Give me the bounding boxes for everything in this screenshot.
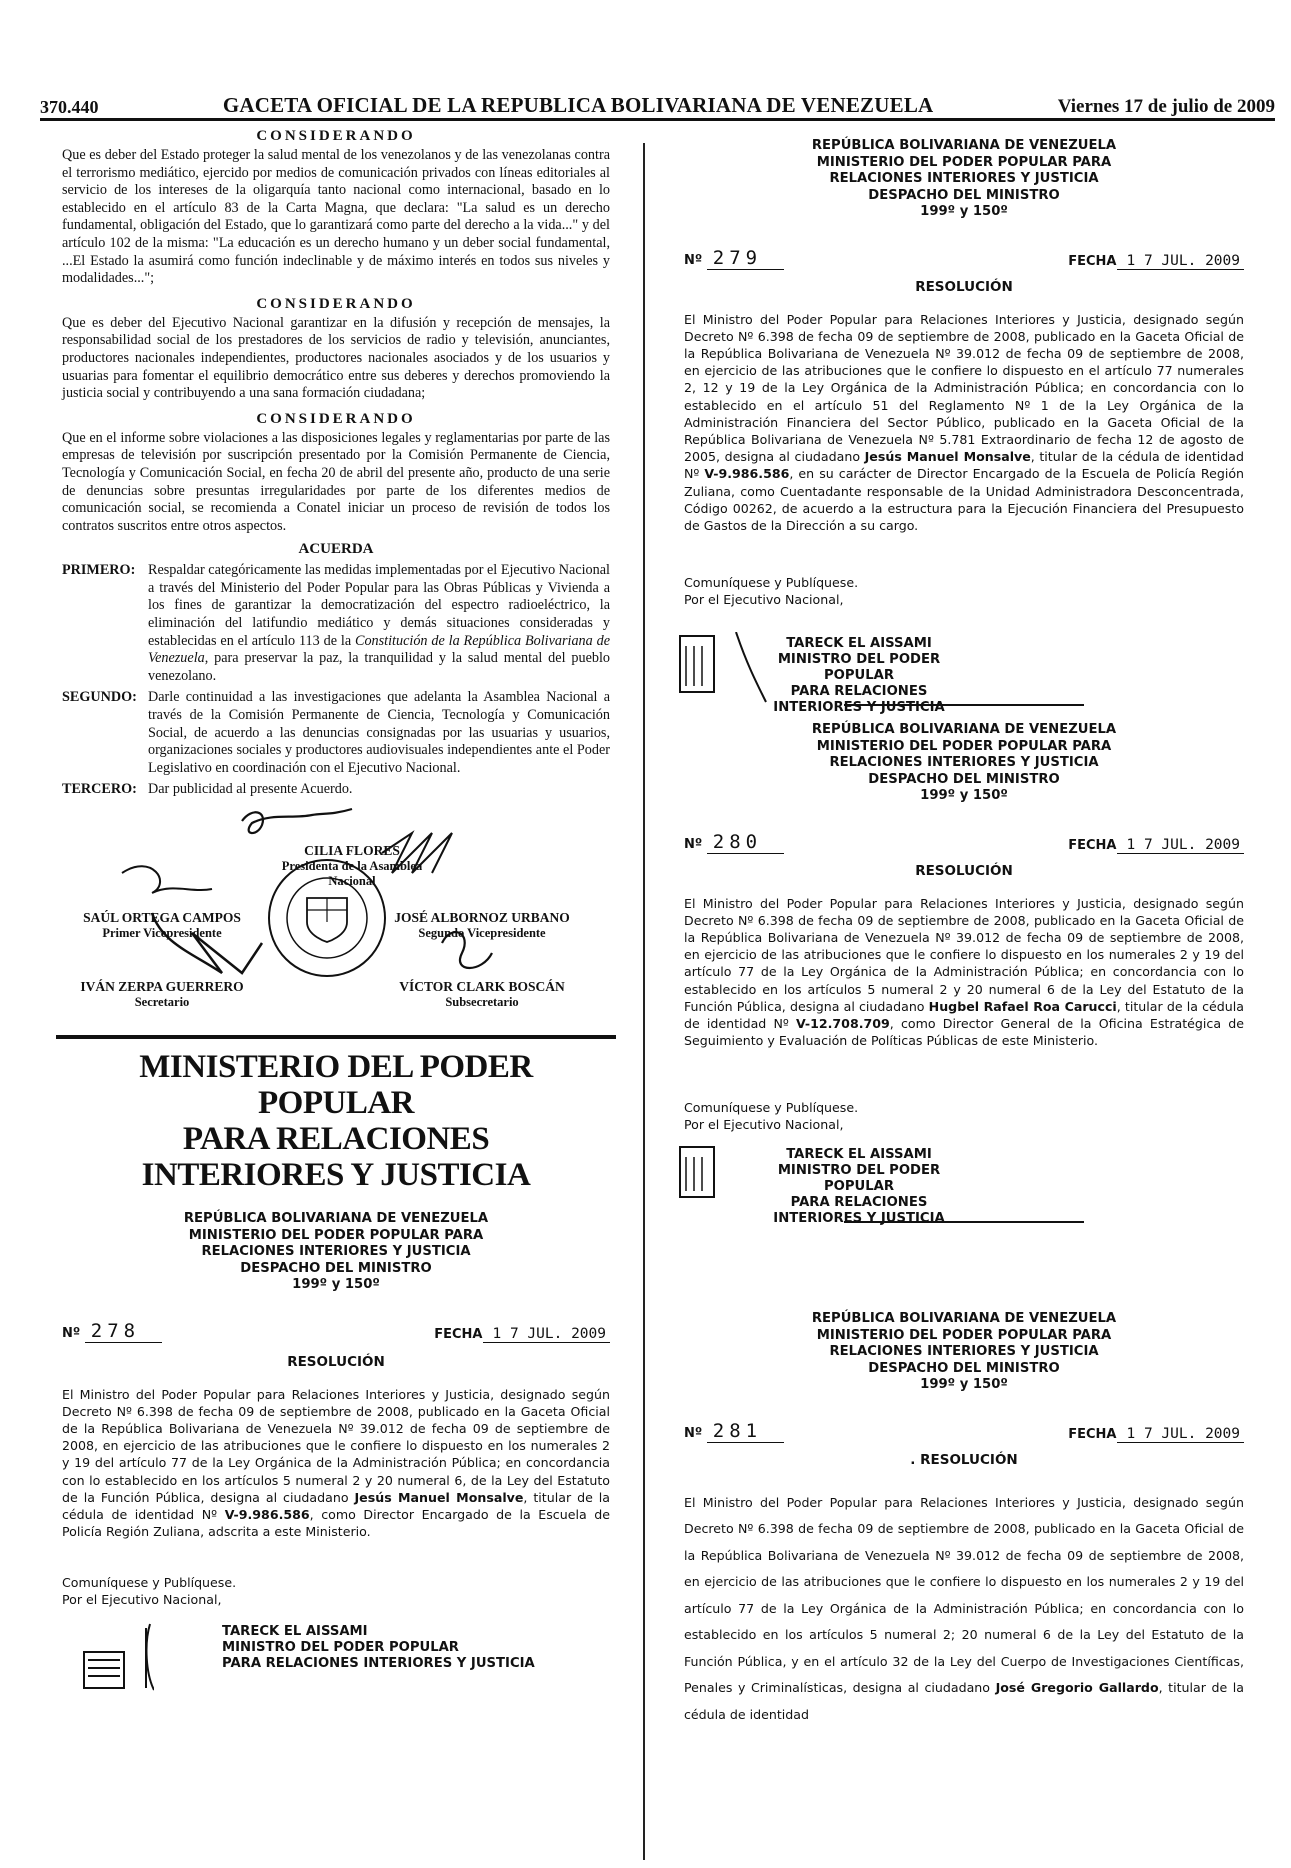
letterhead-line: DESPACHO DEL MINISTRO [868,187,1060,203]
signer-title: MINISTRO DEL PODER POPULAR [777,652,941,684]
section-rule [56,1035,616,1039]
article-label: PRIMERO: [62,562,136,579]
body-text: , titular de la cédula de identidad Nº [684,449,1244,482]
signature-block [62,803,610,1033]
signer-title: PARA RELACIONES INTERIORES Y JUSTICIA [222,1656,535,1672]
appointee-name: José Gregorio Gallardo [995,1680,1159,1696]
letterhead-line: RELACIONES INTERIORES Y JUSTICIA [201,1244,471,1259]
gazette-title: GACETA OFICIAL DE LA REPUBLICA BOLIVARIANA DE VENEZUELA [222,93,934,117]
body-text: El Ministro del Poder Popular para Relaciones Interiores y Justicia, designado según Decreto Nº 6.398 de fecha 09 de septiembre de 2008, publicado en la Gaceta Oficial de la República Bolivariana de Venezuela Nº 39.012 de fecha 09 de septiembre de 2008, en ejercicio de las atribuciones que le confiere lo dispuesto en los numerales 2 y 19 del artículo 77 de la Ley Orgánica de la Administración Pública; en concordancia con lo establecido en los artículos 5 numeral 2 y 20 numeral 6 de la Ley del Estatuto de la Función Pública, designa al ciudadano [684,895,1244,1014]
fecha-value: 1 7 JUL. 2009 [1117,1426,1245,1443]
letterhead-line: MINISTERIO DEL PODER POPULAR PARA [816,1327,1112,1343]
signer-name: SAÚL ORTEGA CAMPOS [83,910,241,925]
article-text: Darle continuidad a las investigaciones que adelanta la Asamblea Nacional a través de la Comisión Permanente de Ciencia, Tecnología y Comunicación Social, de acuerdo a las denuncias consignadas por las usuarias y usuarios, organizaciones sociales y productores audiovisuales independientes ante el Poder Legislativo en coordinación con el Ejecutivo Nacional. [148,689,610,776]
signature-jose-albornoz [382,910,582,941]
resolution-heading: . RESOLUCIÓN [910,1451,1018,1468]
resolution-body [684,895,1244,1050]
body-text: El Ministro del Poder Popular para Relaciones Interiores y Justicia, designado según Decreto Nº 6.398 de fecha 09 de septiembre de 2008, publicado en la Gaceta Oficial de la República Bolivariana de Venezuela Nº 39.012 de fecha 09 de septiembre de 2008, en ejercicio de las atribuciones que le confiere lo dispuesto en los numerales 2 y 19 del artículo 77 de la Ley Orgánica de la Administración Pública; en concordancia con lo establecido en los artículos 5 numeral 2; 20 numeral 6 de la Ley del Estatuto de la Función Pública, y en el artículo 32 de la Ley del Cuerpo de Investigaciones Científicas, Penales y Criminalísticas, designa al ciudadano [684,1494,1244,1696]
closing [684,574,1244,608]
signer-role: Presidenta de la Asamblea Nacional [281,859,423,888]
letterhead-line: MINISTERIO DEL PODER POPULAR PARA [816,738,1112,754]
closing-line: Por el Ejecutivo Nacional, [684,1117,844,1133]
letterhead-line: MINISTERIO DEL PODER POPULAR PARA [816,154,1112,170]
letterhead-line: RELACIONES INTERIORES Y JUSTICIA [829,1344,1099,1360]
issue-date: Viernes 17 de julio de 2009 [1057,96,1275,117]
closing-line: Comuníquese y Publíquese. [684,575,859,591]
fecha-field [434,1326,610,1342]
letterhead-line: DESPACHO DEL MINISTRO [868,771,1060,787]
letterhead-line: 199º y 150º [920,788,1008,804]
considerando-paragraph: Que en el informe sobre violaciones a las disposiciones legales y reglamentarias por parte de las empresas de televisión por suscripción presentado por la Comisión Permanente de Ciencia, Tecnología y Comunicación Social, en fecha 20 de abril del presente año, producto de una serie de denuncias sobre presuntas irregularidades por parte de los diferentes medios de comunicación social, se recomienda a Conatel iniciar un proceso de revisión de todos los contratos suscritos entre otros aspectos. [62,429,610,534]
minister-signature [684,1141,1244,1227]
fecha-value: 1 7 JUL. 2009 [1117,253,1245,270]
body-text: , titular de la cédula de identidad Nº [62,1489,610,1522]
considerando-heading: CONSIDERANDO [256,128,416,144]
signature-victor-clark [382,979,582,1010]
resolution-number-field [684,1420,784,1442]
letterhead-line: 199º y 150º [292,1277,380,1292]
appointee-name: Jesús Manuel Monsalve [864,449,1031,465]
signer-title: PARA RELACIONES INTERIORES Y JUSTICIA [773,1195,945,1227]
ministry-line: MINISTERIO DEL PODER POPULAR [139,1049,533,1121]
letterhead-line: REPÚBLICA BOLIVARIANA DE VENEZUELA [183,1211,489,1226]
signer-name: VÍCTOR CLARK BOSCÁN [399,979,565,994]
signer-name: TARECK EL AISSAMI [222,1624,368,1640]
body-text: , titular de la cédula de identidad Nº [684,998,1244,1032]
considerando-heading: CONSIDERANDO [256,410,416,427]
letterhead-line: REPÚBLICA BOLIVARIANA DE VENEZUELA [811,138,1117,153]
closing-line: Comuníquese y Publíquese. [684,1100,859,1116]
no-label: Nº [684,836,703,852]
no-label: Nº [684,252,703,268]
signature-saul-ortega [62,910,262,941]
resolution-body [62,1386,610,1541]
closing-line: Por el Ejecutivo Nacional, [62,1592,222,1608]
fecha-value: 1 7 JUL. 2009 [1117,837,1245,854]
signer-names [744,636,974,716]
minister-signature [684,630,1244,716]
resolution-number-field [684,831,784,853]
letterhead-line: REPÚBLICA BOLIVARIANA DE VENEZUELA [811,722,1117,738]
left-column [62,128,610,1692]
signer-title: MINISTRO DEL PODER POPULAR [777,1163,941,1195]
id-number: V-12.708.709 [796,1016,890,1032]
no-label: Nº [62,1325,81,1341]
constitution-title: Constitución de la República Bolivariana de Venezuela [148,632,610,667]
body-text: , titular de la cédula de identidad [684,1680,1244,1722]
ministry-banner [62,1049,610,1193]
letterhead-line: 199º y 150º [920,204,1008,219]
resolution-letterhead [684,138,1244,221]
considerando-heading: CONSIDERANDO [256,295,416,312]
resolution-278 [62,1211,610,1692]
ministry-line: PARA RELACIONES [182,1121,490,1157]
right-column [684,138,1244,1728]
letterhead-line: MINISTERIO DEL PODER POPULAR PARA [188,1227,484,1243]
page-header [40,88,1275,121]
ministry-seal-icon [54,1620,154,1694]
resolution-heading: RESOLUCIÓN [287,1353,385,1370]
signer-role: Subsecretario [445,995,519,1009]
fecha-field [1068,253,1244,269]
signer-name: CILIA FLORES [304,843,400,858]
resolution-heading: RESOLUCIÓN [915,862,1013,879]
resolution-heading: RESOLUCIÓN [915,278,1013,295]
signer-title: MINISTRO DEL PODER POPULAR [222,1640,459,1656]
body-text: , como Director General de la Oficina Estratégica de Seguimiento y Evaluación de Políticas Públicas de este Ministerio. [684,1016,1244,1049]
article-segundo [62,689,610,777]
signer-role: Primer Vicepresidente [102,926,222,940]
resolution-letterhead [62,1211,610,1294]
considerando-paragraph: Que es deber del Ejecutivo Nacional garantizar en la difusión y recepción de mensajes, la responsabilidad social de los prestadores de los servicios de radio y televisión, anunciantes, productores nacionales independientes, productores nacionales asociados y de los usuarios y usuarias para fomentar el equilibrio democrático entre sus deberes y derechos promoviendo la justicia social y contribuyendo a una sana formación ciudadana; [62,314,610,402]
resolution-number-field [62,1320,162,1342]
minister-signature [62,1618,610,1692]
fecha-label: FECHA [1068,1426,1117,1442]
article-label: SEGUNDO: [62,689,137,706]
signature-ivan-zerpa [62,979,262,1010]
fecha-label: FECHA [434,1326,483,1342]
page-number: 370.440 [40,97,99,117]
resolution-body [684,1490,1244,1729]
resolution-letterhead [684,722,1244,805]
fecha-field [1068,1426,1244,1442]
signer-name: JOSÉ ALBORNOZ URBANO [394,910,570,925]
letterhead-line: RELACIONES INTERIORES Y JUSTICIA [829,171,1099,186]
letterhead-line: 199º y 150º [920,1377,1008,1393]
letterhead-line: RELACIONES INTERIORES Y JUSTICIA [829,755,1099,771]
signature-cilia-flores [272,843,432,889]
letterhead-line: DESPACHO DEL MINISTRO [868,1360,1060,1376]
signer-name: TARECK EL AISSAMI [786,636,932,652]
article-text-part: , para preservar la paz, la tranquilidad y la salud mental del pueblo venezolano. [148,650,610,684]
id-number: V-9.986.586 [704,466,790,482]
body-text: , como Director Encargado de la Escuela de Policía Región Zuliana, adscrita a este Ministerio. [62,1506,610,1540]
article-text-part: Respaldar categóricamente las medidas implementadas por el Ejecutivo Nacional a través del Ministerio del Poder Popular para las Obras Públicas y Vivienda a los fines de garantizar la democratización del espectro radioeléctrico, la eliminación del latifundio mediático y demás situaciones consideradas y establecidas en el artículo 113 de la [148,562,610,649]
resolution-letterhead [684,1311,1244,1394]
letterhead-line: REPÚBLICA BOLIVARIANA DE VENEZUELA [811,1311,1117,1327]
resolution-body [684,311,1244,535]
ministry-line: INTERIORES Y JUSTICIA [141,1157,531,1193]
signer-names [222,1624,535,1672]
no-label: Nº [684,1425,703,1441]
number-date-row [684,831,1244,853]
fecha-field [1068,837,1244,853]
signer-name: TARECK EL AISSAMI [786,1147,932,1163]
article-tercero [62,781,610,799]
closing [62,1574,610,1608]
letterhead-line: DESPACHO DEL MINISTRO [240,1260,432,1276]
number-date-row [684,247,1244,269]
closing [684,1099,1244,1133]
article-text: Dar publicidad al presente Acuerdo. [148,781,353,798]
number-date-row [62,1320,610,1342]
number-date-row [684,1420,1244,1442]
fecha-value: 1 7 JUL. 2009 [483,1326,611,1343]
article-primero [62,562,610,685]
article-label: TERCERO: [62,781,137,798]
considerando-paragraph: Que es deber del Estado proteger la salud mental de los venezolanos y de las venezolanas contra el terrorismo mediático, ejercido por medios de comunicación privados con líneas editoriales al servicio de los intereses de la oligarquía tanto nacional como internacional, basado en lo establecido en el artículo 83 de la Carta Magna, que declara: "La salud es un derecho fundamental, obligación del Estado, que lo garantizará como parte del derecho a la vida..." y del artículo 102 de la misma: "La educación es un derecho humano y un deber social fundamental, ...El Estado la asumirá como función indeclinable y de máximo interés en todos sus niveles y modalidades..."; [62,147,610,287]
appointee-name: Hugbel Rafael Roa Carucci [928,998,1117,1014]
body-text: El Ministro del Poder Popular para Relaciones Interiores y Justicia, designado según Decreto Nº 6.398 de fecha 09 de septiembre de 2008, publicado en la Gaceta Oficial de la República Bolivariana de Venezuela Nº 39.012 de fecha 09 de septiembre de 2008, en ejercicio de las atribuciones que le confiere lo dispuesto en el artículo 77 numerales 2, 12 y 19 de la Ley Orgánica de la Administración Pública; en concordancia con lo establecido en el artículo 51 del Reglamento Nº 1 de la Ley Orgánica de la Administración Financiera del Sector Público, publicado en la Gaceta Oficial de la República Bolivariana de Venezuela Nº 5.781 Extraordinario de fecha 12 de agosto de 2005, designa al ciudadano [684,311,1244,465]
appointee-name: Jesús Manuel Monsalve [354,1489,524,1505]
resolution-number: 280 [707,831,784,854]
resolution-number: 278 [85,1320,162,1343]
fecha-label: FECHA [1068,837,1117,853]
article-text [148,562,610,685]
resolution-number: 279 [707,247,784,270]
signer-role: Segundo Vicepresidente [418,926,546,940]
closing-line: Comuníquese y Publíquese. [62,1575,237,1591]
resolution-279 [684,138,1245,716]
acuerda-heading: ACUERDA [298,541,374,558]
resolution-280 [684,722,1244,1227]
signer-name: IVÁN ZERPA GUERRERO [80,979,244,994]
body-text: , en su carácter de Director Encargado de la Escuela de Policía Región Zuliana, como Cuentadante responsable de la Unidad Administradora Desconcentrada, Código 00262, de acuerdo a la estructura para la Ejecución Financiera del Presupuesto de Gastos de la Dirección a su cargo. [684,466,1245,533]
signer-role: Secretario [134,995,190,1009]
body-text: El Ministro del Poder Popular para Relaciones Interiores y Justicia, designado según Decreto Nº 6.398 de fecha 09 de septiembre de 2008, publicado en la Gaceta Oficial de la República Bolivariana de Venezuela Nº 39.012 de fecha 09 de septiembre de 2008, en ejercicio de las atribuciones que le confiere lo dispuesto en los numerales 2 y 19 del artículo 77 de la Ley Orgánica de la Administración Pública; en concordancia con lo establecido en los artículos 5 numeral 2 y 20 numeral 6, de la Ley del Estatuto de la Función Pública, designa al ciudadano [62,1386,610,1505]
id-number: V-9.986.586 [224,1506,310,1522]
resolution-number-field [684,247,784,269]
column-divider [643,143,645,1860]
signer-names [744,1147,974,1227]
resolution-number: 281 [707,1420,784,1443]
closing-line: Por el Ejecutivo Nacional, [684,592,844,608]
resolution-281 [684,1311,1244,1728]
fecha-label: FECHA [1068,253,1117,269]
signer-title: PARA RELACIONES INTERIORES Y JUSTICIA [773,684,945,716]
